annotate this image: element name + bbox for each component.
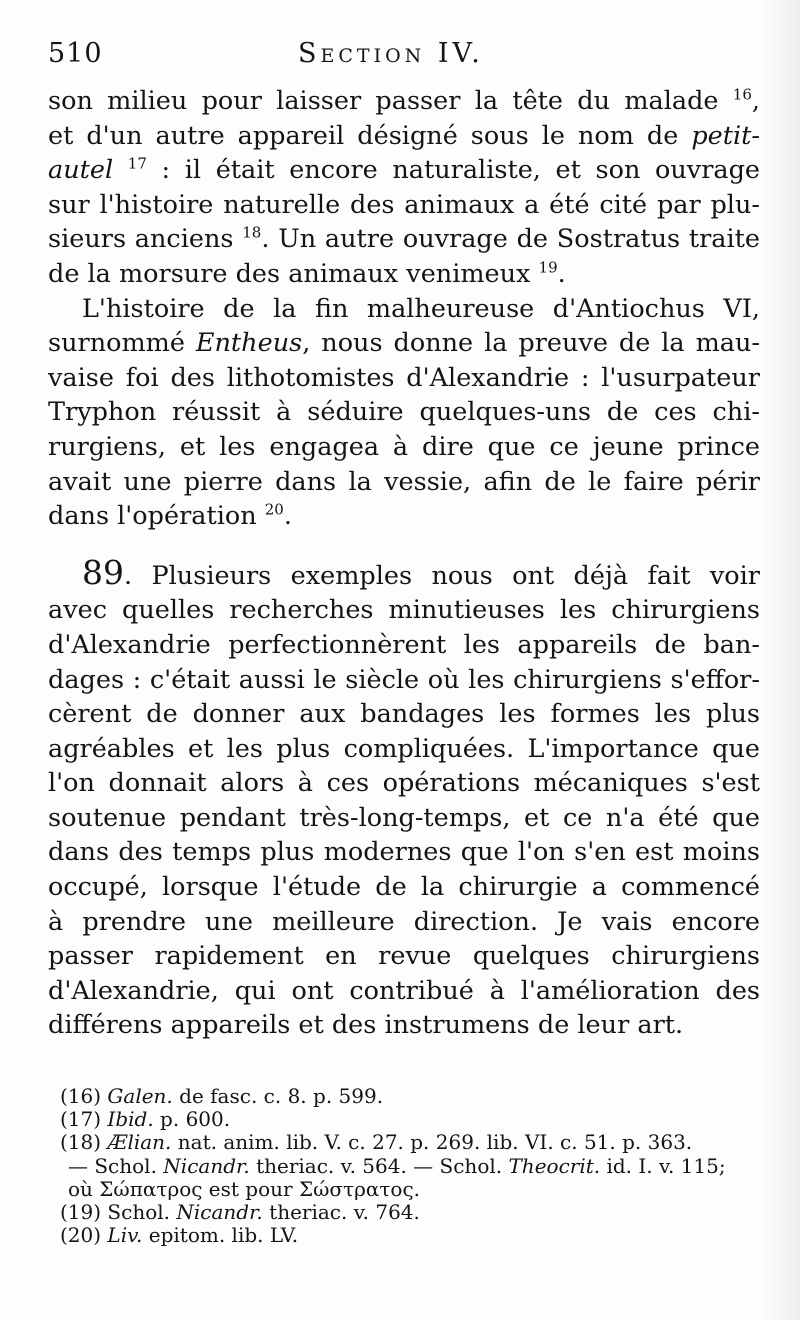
text-line: d'Alexandrie, qui ont contribué à l'amélioration des (48, 975, 760, 1006)
footnote-line: (19) Schol. Nicandr. theriac. v. 764. (60, 1200, 420, 1225)
text-line: d'Alexandrie perfectionnèrent les appareils de ban- (48, 629, 760, 660)
section-title: Section IV. (298, 38, 484, 69)
text-line: vaise foi des lithotomistes d'Alexandrie : l'usurpateur (48, 362, 760, 393)
paragraph-gap (48, 534, 760, 556)
text-line: de la morsure des animaux venimeux $^{19}$. (48, 258, 566, 289)
text-line: L'histoire de la fin malheureuse d'Antiochus VI, (82, 293, 760, 324)
footnote-reference: 16 (732, 85, 752, 104)
text-line: soutenue pendant très-long-temps, et ce n'a été que (48, 802, 760, 833)
footnote-line: (18) Ælian. nat. anim. lib. V. c. 27. p. 269. lib. VI. c. 51. p. 363. (60, 1130, 693, 1155)
italic-text: Ælian. (107, 1130, 172, 1155)
text-line: avec quelles recherches minutieuses les chirurgiens (48, 595, 760, 626)
paragraph (48, 292, 760, 534)
text-line: différens appareils et des instrumens de leur art. (48, 1010, 684, 1041)
italic-text: Ibid. (107, 1107, 154, 1132)
text-line: surnommé Entheus, nous donne la preuve de la mau- (48, 328, 760, 359)
text-line: dans des temps plus modernes que l'on s'en est moins (48, 837, 760, 868)
text-line: dans l'opération $^{20}$. (48, 500, 292, 532)
footnote-line: (17) Ibid. p. 600. (60, 1107, 231, 1132)
page-number: 510 (48, 38, 103, 69)
section-number: 89 (82, 552, 124, 592)
italic-text: Liv. (107, 1223, 143, 1248)
text-line: passer rapidement en revue quelques chirurgiens (48, 941, 760, 972)
text-line: sieurs anciens $^{18}$. Un autre ouvrage de Sostratus traite (48, 223, 760, 255)
text-line: Tryphon réussit à séduire quelques-uns de ces chi- (48, 397, 760, 428)
text-line: et d'un autre appareil désigné sous le nom de petit- (48, 120, 760, 151)
footnote-reference: 17 (127, 154, 147, 173)
text-line: l'on donnait alors à ces opérations mécaniques s'est (48, 768, 760, 799)
text-line: occupé, lorsque l'étude de la chirurgie a commencé (48, 872, 760, 903)
footnotes (60, 1085, 760, 1247)
italic-text: Galen. (107, 1084, 173, 1108)
text-line: avait une pierre dans la vessie, afin de le faire périr (48, 466, 760, 497)
text-line: sur l'histoire naturelle des animaux a été cité par plu- (48, 189, 760, 220)
italic-text: Entheus (195, 328, 303, 359)
text-line: autel $^{17}$ : il était encore naturaliste, et son ouvrage (48, 154, 761, 186)
main-text (48, 84, 760, 1043)
italic-text: Theocrit. (508, 1153, 601, 1178)
footnote-reference: 19 (538, 258, 558, 277)
running-header (48, 38, 760, 78)
paragraph (48, 552, 760, 1043)
italic-text: Nicandr. (176, 1200, 263, 1225)
text-line: agréables et les plus compliquées. L'importance que (48, 733, 760, 764)
paragraph (48, 84, 760, 292)
footnote-line: (20) Liv. epitom. lib. LV. (60, 1223, 299, 1248)
footnote-line: (16) Galen. de fasc. c. 8. p. 599. (60, 1084, 384, 1108)
italic-text: autel (48, 155, 114, 186)
footnote-reference: 20 (264, 500, 284, 519)
text-line: son milieu pour laisser passer la tête du malade $^{16}$, (48, 85, 760, 116)
text-line: cèrent de donner aux bandages les formes les plus (48, 699, 760, 730)
footnote-line: où Σώπατρος est pour Σώστρατος. (68, 1176, 421, 1201)
italic-text: Nicandr. (163, 1153, 250, 1178)
italic-text: petit- (691, 120, 760, 151)
footnote-line: — Schol. Nicandr. theriac. v. 564. — Schol. Theocrit. id. I. v. 115; (68, 1153, 726, 1178)
text-line: à prendre une meilleure direction. Je vais encore (48, 906, 760, 937)
text-line: 89. Plusieurs exemples nous ont déjà fait voir (82, 552, 760, 592)
text-line: dages : c'était aussi le siècle où les chirurgiens s'effor- (48, 664, 760, 695)
footnote-reference: 18 (242, 223, 262, 242)
text-line: rurgiens, et les engagea à dire que ce jeune prince (48, 431, 760, 462)
